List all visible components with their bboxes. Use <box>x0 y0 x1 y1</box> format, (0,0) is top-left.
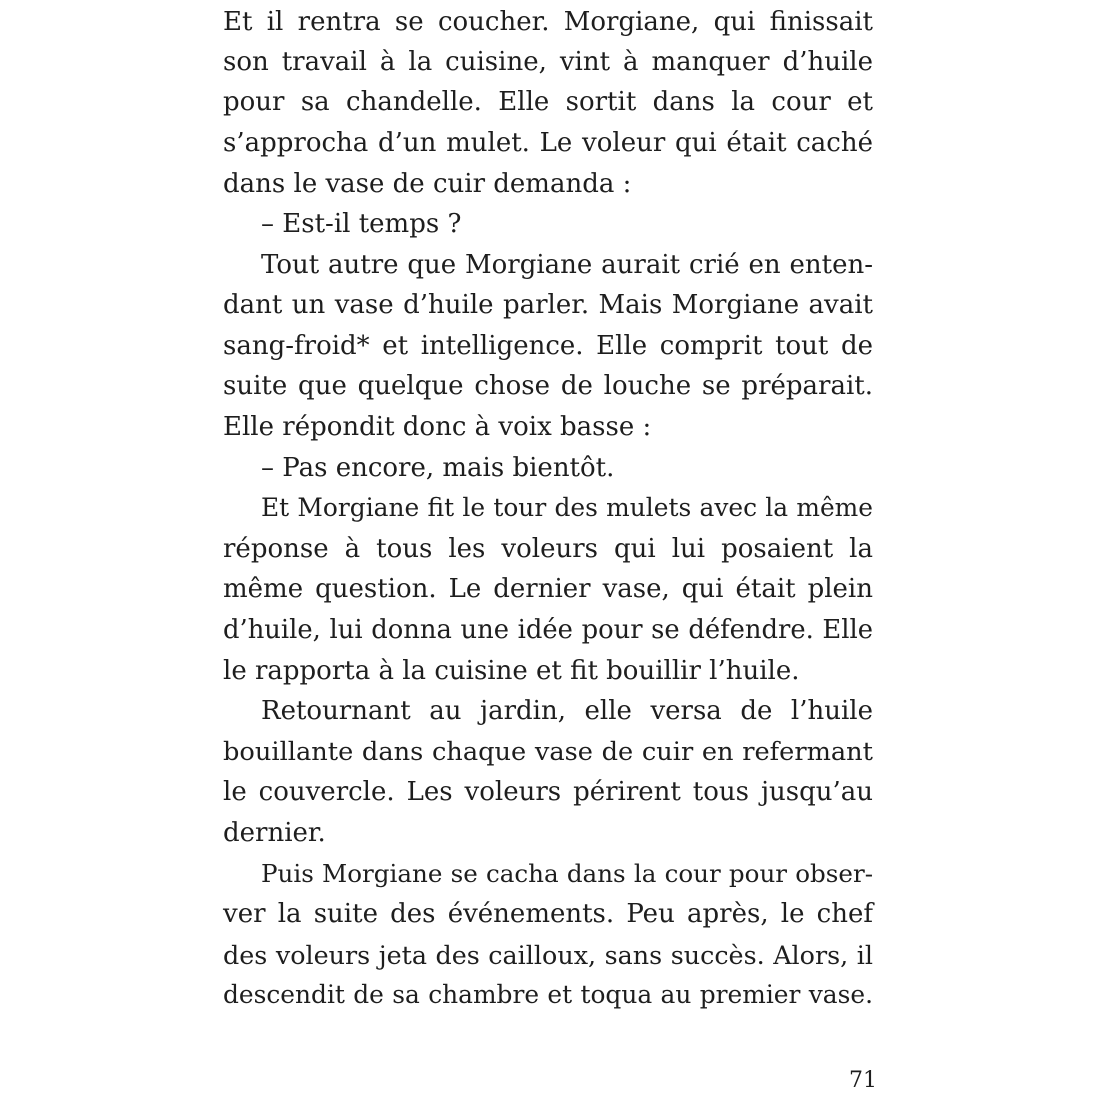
text-line: suite que quelque chose de louche se préparait. <box>223 371 873 401</box>
paragraph-first-line: Retournant au jardin, elle versa de l’huile <box>261 696 873 726</box>
text-line: s’approcha d’un mulet. Le voleur qui était caché <box>223 128 873 158</box>
text-line: des voleurs jeta des cailloux, sans succès. Alors, il <box>223 940 873 970</box>
text-line: bouillante dans chaque vase de cuir en refermant <box>223 737 873 767</box>
page-number: 71 <box>849 1068 877 1093</box>
text-line: d’huile, lui donna une idée pour se défendre. Elle <box>223 615 873 645</box>
paragraph-first-line: Puis Morgiane se cacha dans la cour pour obser- <box>261 859 873 888</box>
text-line: dant un vase d’huile parler. Mais Morgiane avait <box>223 290 873 320</box>
paragraph-first-line: Et Morgiane fit le tour des mulets avec la même <box>261 493 873 522</box>
text-line: même question. Le dernier vase, qui était plein <box>223 574 873 604</box>
text-line: descendit de sa chambre et toqua au premier vase. <box>223 980 873 1009</box>
text-line: dans le vase de cuir demanda : <box>223 169 632 199</box>
text-line: son travail à la cuisine, vint à manquer d’huile <box>223 47 873 77</box>
paragraph-first-line: Tout autre que Morgiane aurait crié en enten- <box>261 250 873 280</box>
text-line: le couvercle. Les voleurs périrent tous jusqu’au <box>223 777 873 807</box>
text-line: Elle répondit donc à voix basse : <box>223 412 652 442</box>
text-line: sang-froid* et intelligence. Elle comprit tout de <box>223 331 873 361</box>
dialogue-line: – Est-il temps ? <box>261 209 462 239</box>
text-line: réponse à tous les voleurs qui lui posaient la <box>223 534 873 564</box>
text-line: le rapporta à la cuisine et fit bouillir l’huile. <box>223 656 800 686</box>
text-line: dernier. <box>223 818 326 848</box>
text-line: ver la suite des événements. Peu après, le chef <box>223 899 873 929</box>
text-line: Et il rentra se coucher. Morgiane, qui finissait <box>223 7 873 37</box>
dialogue-line: – Pas encore, mais bientôt. <box>261 453 615 483</box>
text-line: pour sa chandelle. Elle sortit dans la cour et <box>223 87 873 117</box>
